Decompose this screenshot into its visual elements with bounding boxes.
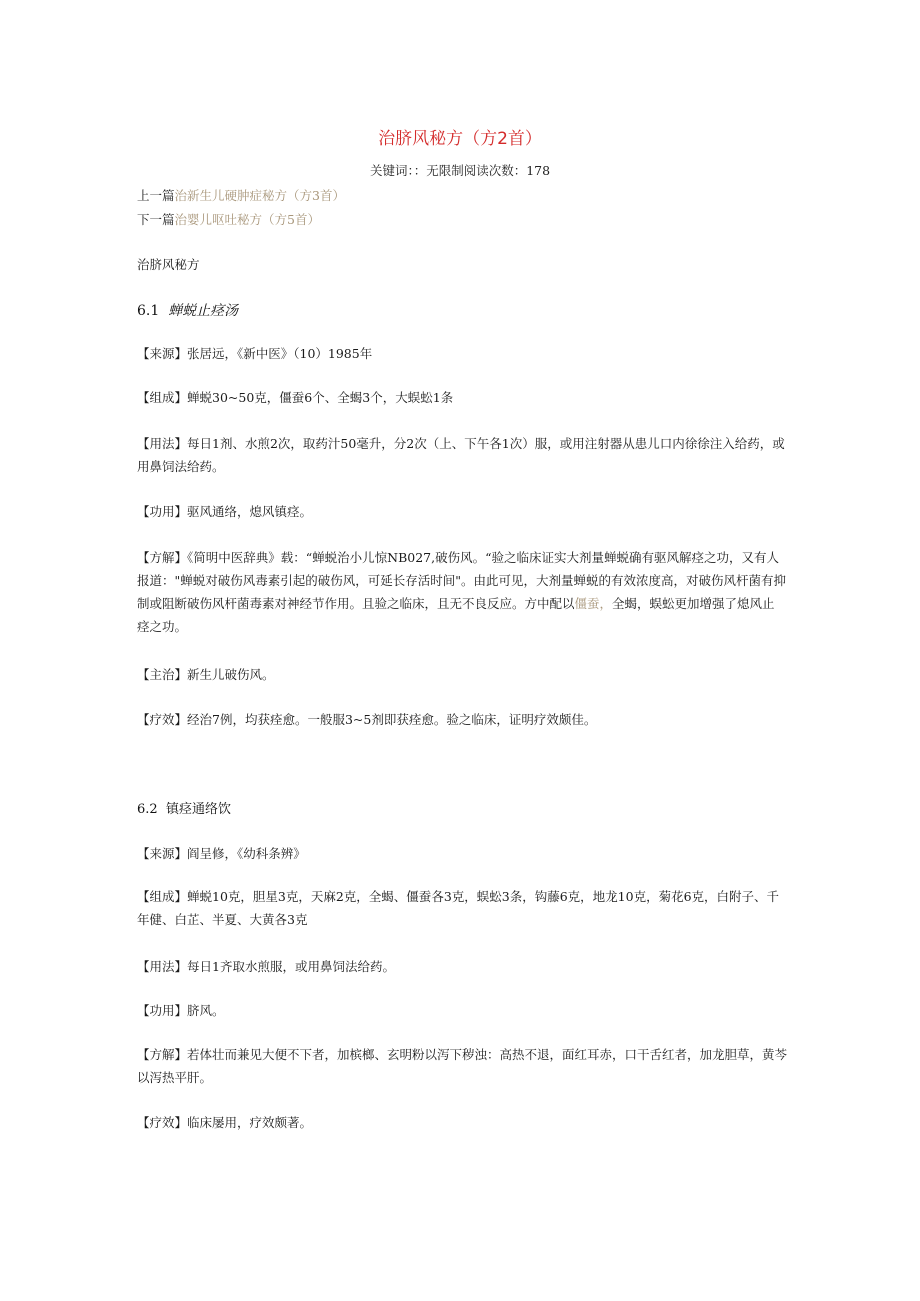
indication-line: 【主治】新生儿破伤风。 bbox=[137, 667, 275, 682]
composition-line: 【组成】蝉蜕10克，胆星3克，天麻2克，全蝎、僵蚕各3克，蜈蚣3条，钩藤6克，地龙10克，菊花6克，白附子、千年健、白芷、半夏、大黄各3克 bbox=[137, 889, 780, 927]
next-article bbox=[137, 210, 320, 228]
source-line: 【来源】阎呈修，《幼科条辨》 bbox=[137, 846, 306, 861]
section-number: 6.1 bbox=[137, 303, 160, 319]
section-heading bbox=[137, 798, 231, 817]
analysis-text-a: 【方解】《简明中医辞典》载：“蝉蜕治小儿惊NB027,破伤风。“验之临床证实大剂量蝉蜕确有驱风解痉之功，又有人报道："蝉蜕对破伤风毒素引起的破伤风，可延长存活时间"。由此可见，大剂量蝉蜕的有效浓度高，对破伤风杆菌有抑制或阻断破伤风杆菌毒素对神经节作用。且验之临床，且无不良反应。方中配以 bbox=[137, 550, 787, 611]
analysis-text-b: 全蝎，蜈蚣更加增强了熄风止痉之功。 bbox=[137, 596, 775, 634]
meta-info: 关键词：：无限制阅读次数：178 bbox=[369, 163, 551, 178]
analysis-paragraph bbox=[137, 546, 787, 638]
section-heading bbox=[137, 300, 238, 320]
prev-article bbox=[137, 186, 345, 204]
next-prefix: 下一篇 bbox=[137, 212, 175, 227]
page-title: 治脐风秘方（方2首） bbox=[378, 129, 542, 149]
section-title: 蝉蜕止痉汤 bbox=[168, 303, 239, 319]
usage-line: 【用法】每日1齐取水煎服，或用鼻饲法给药。 bbox=[137, 959, 395, 974]
next-article-link[interactable]: 治婴儿呕吐秘方（方5首） bbox=[174, 212, 320, 227]
intro-text: 治脐风秘方 bbox=[137, 257, 200, 272]
composition-line: 【组成】蝉蜕30~50克，僵蚕6个、全蝎3个，大蜈蚣1条 bbox=[137, 390, 454, 405]
effect-line: 【功用】驱风通络，熄风镇痉。 bbox=[137, 504, 313, 519]
section-title: 镇痉通络饮 bbox=[165, 802, 231, 817]
source-line: 【来源】张居远，《新中医》（10）1985年 bbox=[137, 346, 373, 361]
section-number: 6.2 bbox=[137, 802, 158, 817]
usage-line: 【用法】每日1剂、水煎2次，取药汁50毫升，分2次（上、下午各1次）服，或用注射器从患儿口内徐徐注入给药，或用鼻饲法给药。 bbox=[137, 436, 785, 474]
result-line: 【疗效】经治7例，均获痊愈。一般服3~5剂即获痊愈。验之临床，证明疗效颇佳。 bbox=[137, 712, 597, 727]
result-line: 【疗效】临床屡用，疗效颇著。 bbox=[137, 1115, 313, 1130]
effect-line: 【功用】脐风。 bbox=[137, 1003, 225, 1018]
analysis-paragraph: 【方解】若体壮而兼见大便不下者，加槟榔、玄明粉以泻下秽浊：高热不退，面红耳赤，口干舌红者，加龙胆草，黄芩以泻热平肝。 bbox=[137, 1047, 788, 1085]
analysis-highlight: 僵蚕， bbox=[574, 596, 613, 611]
prev-article-link[interactable]: 治新生儿硬肿症秘方（方3首） bbox=[174, 188, 345, 203]
prev-prefix: 上一篇 bbox=[137, 188, 175, 203]
